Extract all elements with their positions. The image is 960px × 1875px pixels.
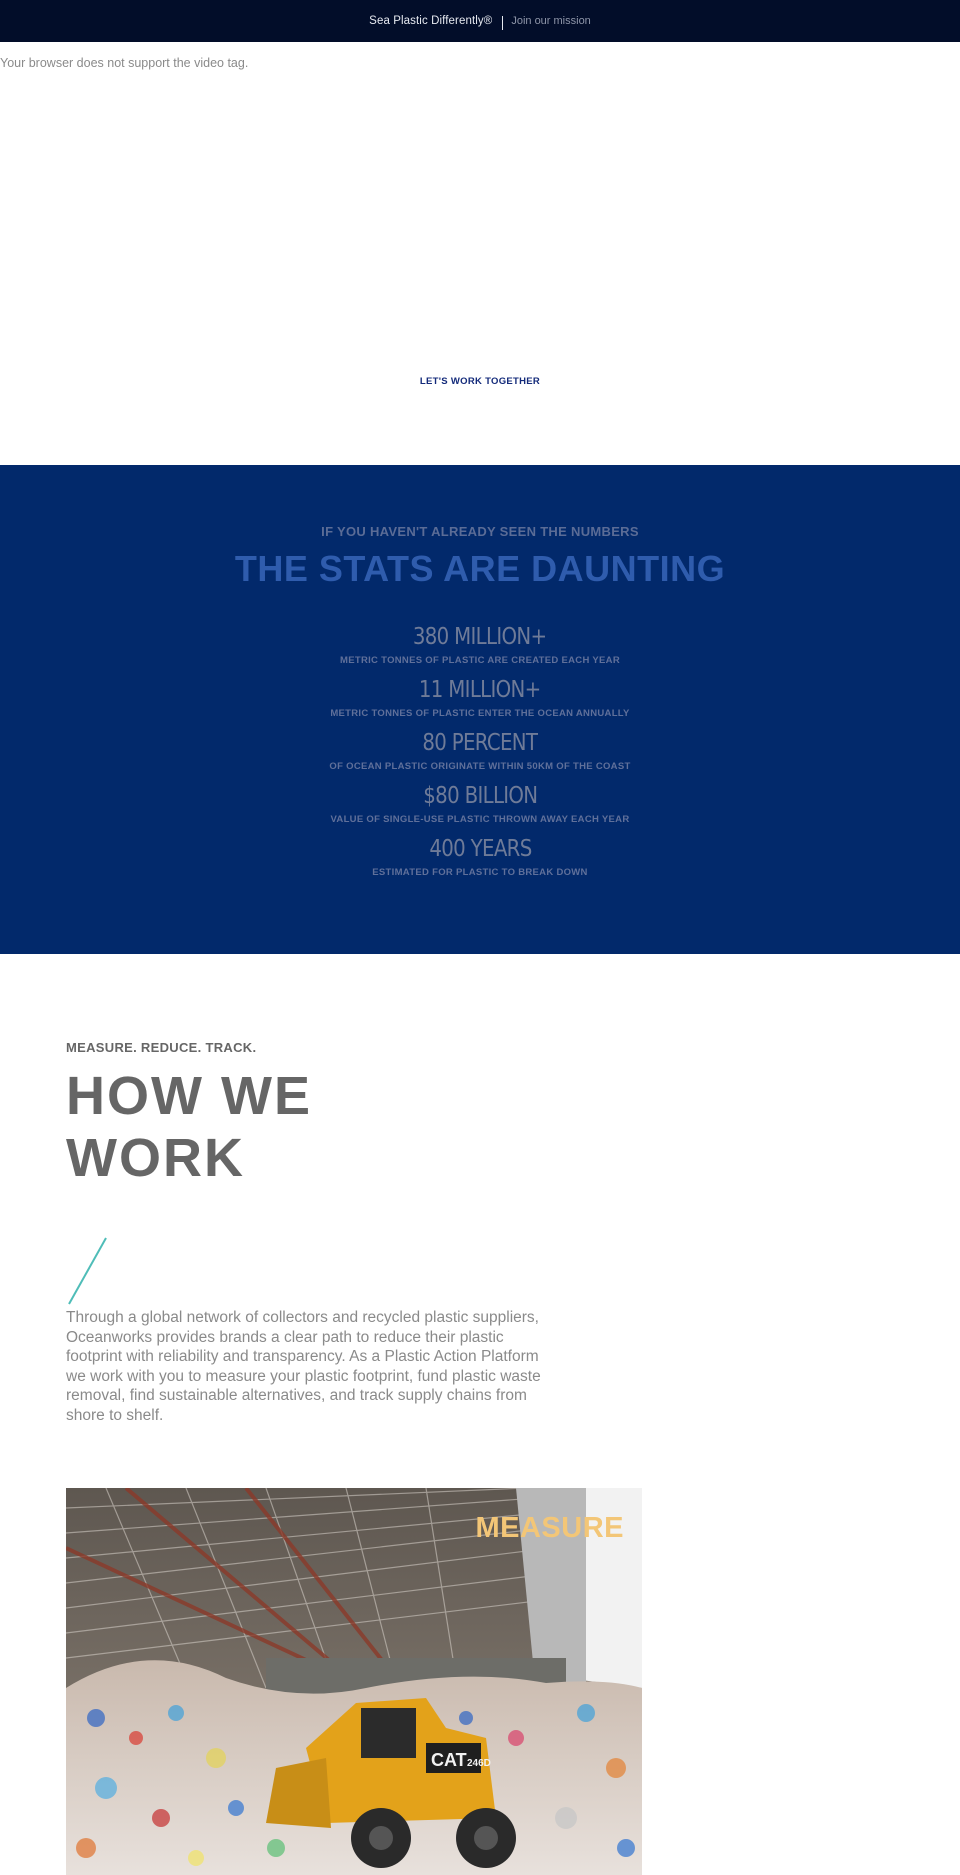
stat-value: 400 YEARS [428,836,532,862]
stat-item [0,835,960,888]
stat-item [0,623,960,676]
stat-value: 380 MILLION+ [413,624,547,650]
stats-section [0,465,960,954]
how-we-work-description: Through a global network of collectors and recycled plastic suppliers, Oceanworks provides brands a clear path to reduce their plastic footprint with reliability and transparency. As a Plastic Action Platform we work with you to measure your plastic footprint, fund plastic waste removal, find sustainable alternatives, and track supply chains from shore to shelf. [66,1309,541,1424]
hero-video [0,42,960,465]
vehicle-model: 246D [467,1758,491,1769]
stat-value: 11 MILLION+ [419,677,541,703]
stat-description: VALUE OF SINGLE-USE PLASTIC THROWN AWAY EACH YEAR [330,814,630,825]
divider [502,16,503,30]
stats-eyebrow: IF YOU HAVEN'T ALREADY SEEN THE NUMBERS [321,524,639,539]
stat-item [0,676,960,729]
how-title [66,1065,666,1189]
stat-description: ESTIMATED FOR PLASTIC TO BREAK DOWN [372,867,588,878]
stat-description: METRIC TONNES OF PLASTIC ENTER THE OCEAN ANNUALLY [330,708,630,719]
stat-value: 80 PERCENT [422,730,538,756]
stat-description: OF OCEAN PLASTIC ORIGINATE WITHIN 50KM OF THE COAST [329,761,631,772]
stat-description: METRIC TONNES OF PLASTIC ARE CREATED EACH YEAR [340,655,620,666]
measure-label: MEASURE [475,1512,624,1544]
how-title-line-1: HOW WE [66,1066,312,1126]
how-title-line-2: WORK [66,1128,245,1188]
stat-item [0,782,960,835]
video-fallback-text: Your browser does not support the video tag. [0,56,249,70]
stats-list [0,623,960,888]
announcement-bar [0,0,960,42]
how-eyebrow: MEASURE. REDUCE. TRACK. [66,1040,257,1055]
stat-value: $80 BILLION [422,783,538,809]
lets-work-together-button[interactable]: LET'S WORK TOGETHER [419,376,541,387]
decorative-slash-icon [66,1236,110,1306]
join-mission-link[interactable]: Join our mission [511,15,591,27]
how-we-work-header [66,1040,666,1189]
vehicle-brand: CAT [431,1750,467,1770]
measure-image [66,1488,642,1875]
tagline: Sea Plastic Differently® [369,15,493,27]
warehouse-plastic-illustration [66,1488,642,1875]
stat-item [0,729,960,782]
stats-title: THE STATS ARE DAUNTING [234,548,726,589]
